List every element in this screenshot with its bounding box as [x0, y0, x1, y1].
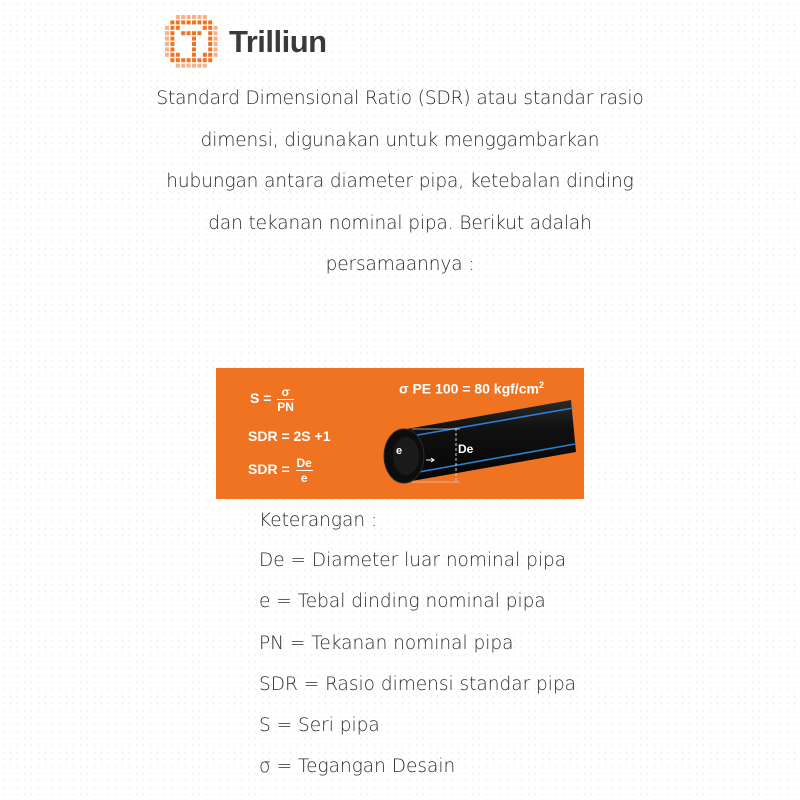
logo-dot — [192, 53, 196, 57]
logo-dot — [170, 47, 174, 51]
logo-dot — [165, 37, 169, 41]
logo-dot — [165, 31, 169, 35]
logo-dot — [187, 31, 191, 35]
logo-dot — [181, 31, 185, 35]
legend-item: e = Tebal dinding nominal pipa — [259, 591, 546, 612]
sigma-pe100-sup: 2 — [538, 380, 544, 390]
logo-dot — [176, 20, 180, 24]
logo-dot — [203, 53, 207, 57]
logo-dot — [181, 58, 185, 62]
logo-dot — [197, 31, 201, 35]
logo-dot — [187, 58, 191, 62]
logo-dot — [165, 42, 169, 46]
logo-dot — [176, 58, 180, 62]
brand-name: Trilliun — [229, 24, 327, 59]
logo-dot — [208, 20, 212, 24]
intro-line: persamaannya : — [325, 254, 475, 275]
logo-dot — [170, 20, 174, 24]
logo-dot — [214, 53, 218, 57]
sigma-pe100-text: σ PE 100 = 80 kgf/cm — [399, 380, 539, 397]
sdr-formula-panel — [216, 368, 584, 499]
hdpe-pipe-icon — [216, 368, 584, 499]
logo-dot — [203, 58, 207, 62]
logo-dot — [214, 37, 218, 41]
legend-item: SDR = Rasio dimensi standar pipa — [259, 674, 577, 695]
logo-dot — [187, 15, 191, 19]
logo-dot — [176, 53, 180, 57]
logo-dot — [192, 31, 196, 35]
logo-dot — [170, 42, 174, 46]
sdr-formula-denominator: e — [300, 471, 308, 485]
logo-dot — [197, 58, 201, 62]
legend-heading: Keterangan : — [259, 510, 378, 531]
logo-dot — [197, 64, 201, 68]
logo-dot — [197, 20, 201, 24]
intro-line: dimensi, digunakan untuk menggambarkan — [200, 129, 600, 151]
logo-dot — [203, 26, 207, 30]
logo-dot — [165, 26, 169, 30]
logo-dot — [208, 58, 212, 62]
logo-dot — [208, 26, 212, 30]
legend-item: σ = Tegangan Desain — [259, 756, 456, 777]
intro-line: dan tekanan nominal pipa. Berikut adalah — [208, 212, 592, 234]
logo-dot — [187, 20, 191, 24]
logo-dot — [192, 20, 196, 24]
s-formula-numerator: σ — [277, 385, 294, 400]
brand-logo — [163, 14, 327, 70]
legend-item: PN = Tekanan nominal pipa — [259, 633, 514, 654]
logo-dot — [192, 15, 196, 19]
logo-dot — [208, 47, 212, 51]
logo-dot — [176, 64, 180, 68]
logo-dot — [203, 15, 207, 19]
logo-dot — [208, 31, 212, 35]
sdr-formula-lhs: SDR = — [248, 461, 290, 478]
logo-dot — [181, 15, 185, 19]
logo-dot — [208, 53, 212, 57]
logo-dot — [208, 37, 212, 41]
sdr-formula-series: SDR = 2S +1 — [248, 428, 331, 444]
logo-dot — [181, 20, 185, 24]
logo-dot — [170, 26, 174, 30]
logo-dot — [192, 47, 196, 51]
logo-dot — [197, 15, 201, 19]
logo-dot — [203, 64, 207, 68]
dotted-square-t-icon — [163, 14, 221, 70]
logo-dot — [181, 64, 185, 68]
logo-dot — [192, 64, 196, 68]
legend-item: S = Seri pipa — [259, 715, 380, 736]
logo-dot — [214, 31, 218, 35]
logo-dot — [170, 37, 174, 41]
logo-dot — [165, 47, 169, 51]
intro-line: hubungan antara diameter pipa, ketebalan dinding — [166, 171, 634, 192]
logo-dot — [170, 58, 174, 62]
logo-dot — [165, 53, 169, 57]
sdr-formula-numerator: De — [296, 456, 312, 470]
logo-dot — [192, 58, 196, 62]
intro-paragraph — [130, 78, 670, 286]
logo-dot — [208, 42, 212, 46]
pipe-label-e: e — [396, 445, 403, 457]
logo-dot — [203, 20, 207, 24]
logo-dot — [192, 37, 196, 41]
pipe-label-de: De — [458, 442, 474, 456]
s-formula-denominator: PN — [277, 400, 294, 414]
logo-dot — [176, 26, 180, 30]
legend-item: De = Diameter luar nominal pipa — [259, 550, 567, 571]
intro-line: Standard Dimensional Ratio (SDR) atau standar rasio — [156, 88, 644, 109]
logo-dot — [176, 15, 180, 19]
s-formula-lhs: S = — [250, 390, 272, 407]
logo-dot — [214, 47, 218, 51]
logo-dot — [214, 26, 218, 30]
logo-dot — [214, 42, 218, 46]
logo-dot — [192, 42, 196, 46]
logo-dot — [170, 31, 174, 35]
logo-dot — [170, 53, 174, 57]
logo-dot — [187, 64, 191, 68]
